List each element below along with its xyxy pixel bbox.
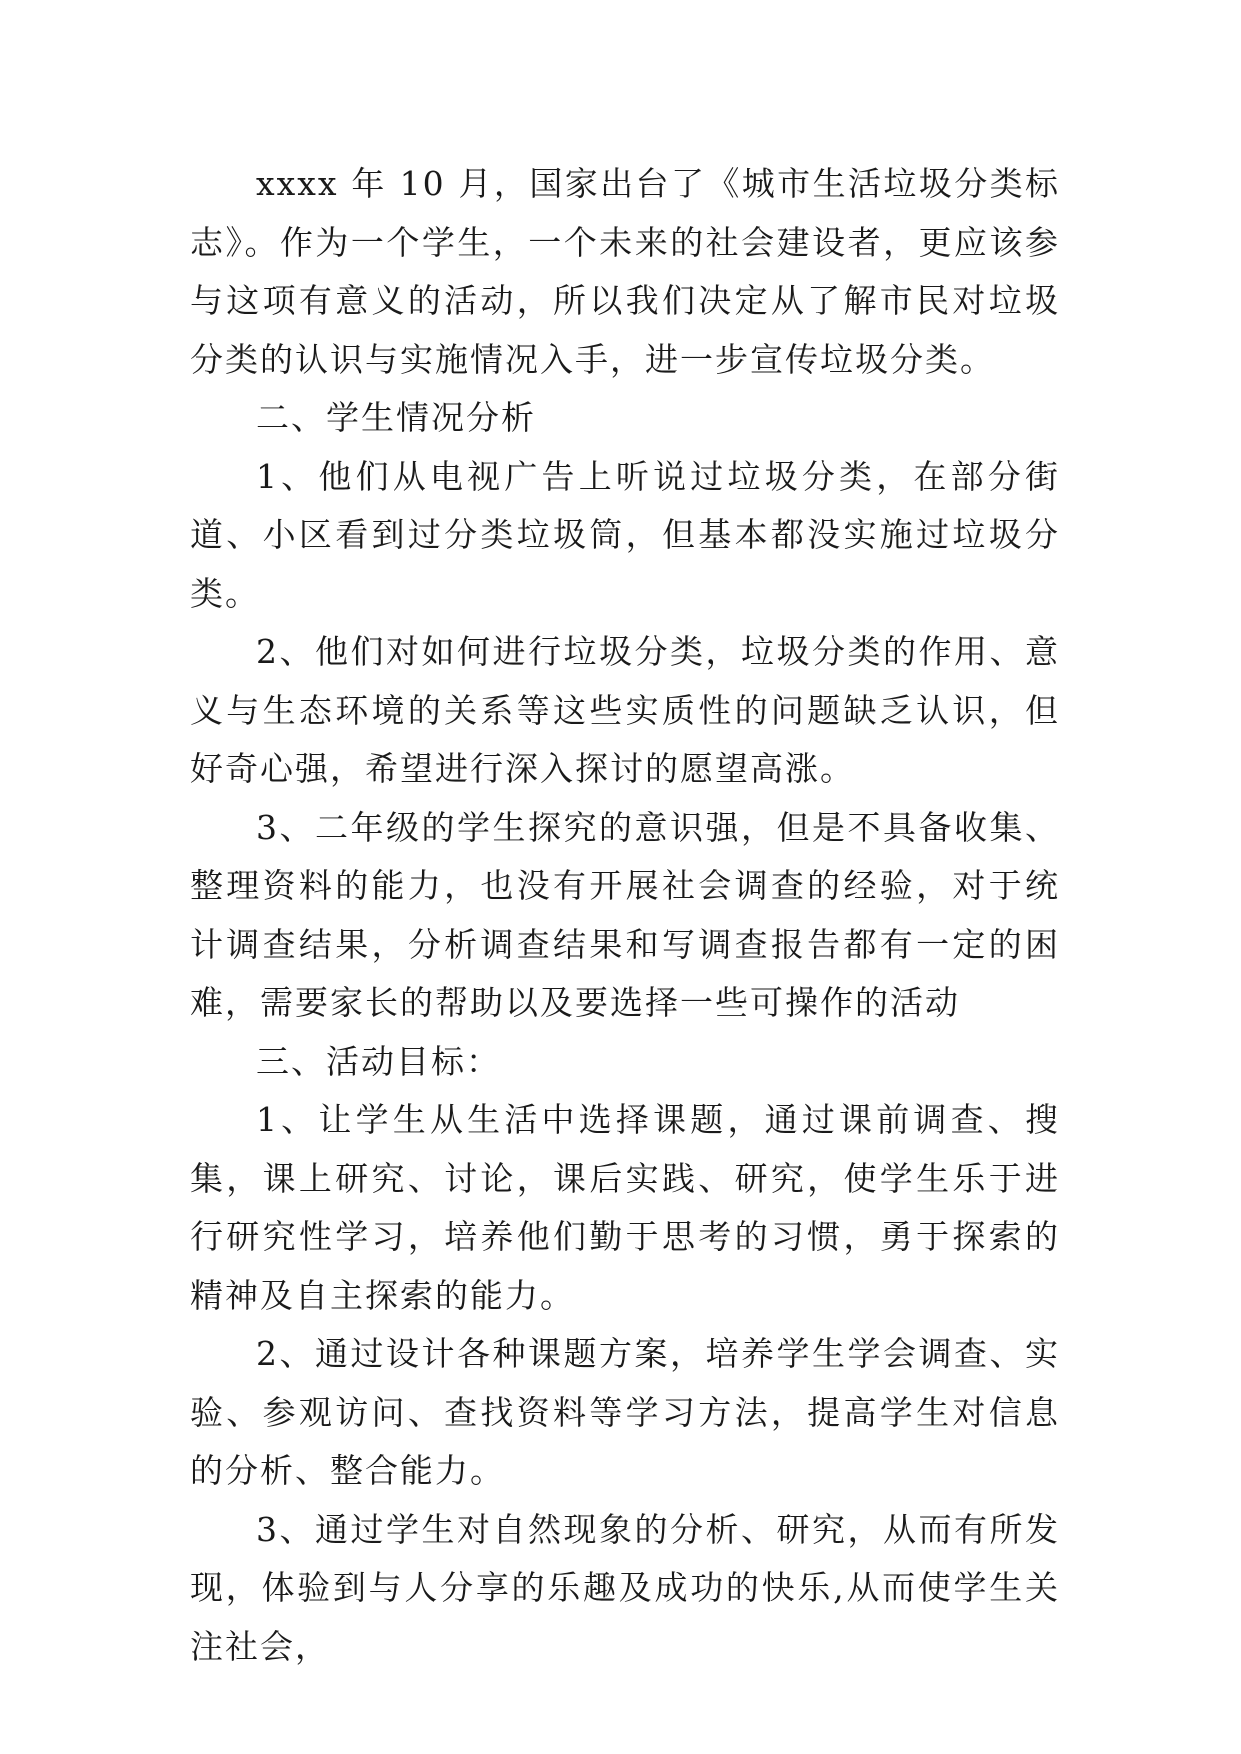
document-body <box>190 155 1060 1676</box>
analysis-item-1: 1、他们从电视广告上听说过垃圾分类，在部分街道、小区看到过分类垃圾筒，但基本都没实施过垃圾分类。 <box>190 456 1060 613</box>
goal-item-1: 1、让学生从生活中选择课题，通过课前调查、搜集，课上研究、讨论，课后实践、研究，使学生乐于进行研究性学习，培养他们勤于思考的习惯，勇于探索的精神及自主探索的能力。 <box>190 1100 1060 1315</box>
intro-paragraph: xxxx 年 10 月，国家出台了《城市生活垃圾分类标志》。作为一个学生，一个未来的社会建设者，更应该参与这项有意义的活动，所以我们决定从了解市民对垃圾分类的认识与实施情况入手，进一步宣传垃圾分类。 <box>190 164 1060 379</box>
goal-item-3: 3、通过学生对自然现象的分析、研究，从而有所发现，体验到与人分享的乐趣及成功的快乐,从而使学生关注社会， <box>190 1509 1060 1666</box>
section-heading-student-analysis: 二、学生情况分析 <box>256 398 536 437</box>
analysis-item-3: 3、二年级的学生探究的意识强，但是不具备收集、整理资料的能力，也没有开展社会调查的经验，对于统计调查结果，分析调查结果和写调查报告都有一定的困难，需要家长的帮助以及要选择一些可操作的活动 <box>190 807 1060 1022</box>
section-heading-activity-goals: 三、活动目标： <box>256 1041 501 1081</box>
analysis-item-2: 2、他们对如何进行垃圾分类，垃圾分类的作用、意义与生态环境的关系等这些实质性的问题缺乏认识，但好奇心强，希望进行深入探讨的愿望高涨。 <box>190 632 1060 788</box>
goal-item-2: 2、通过设计各种课题方案，培养学生学会调查、实验、参观访问、查找资料等学习方法，提高学生对信息的分析、整合能力。 <box>190 1334 1060 1490</box>
